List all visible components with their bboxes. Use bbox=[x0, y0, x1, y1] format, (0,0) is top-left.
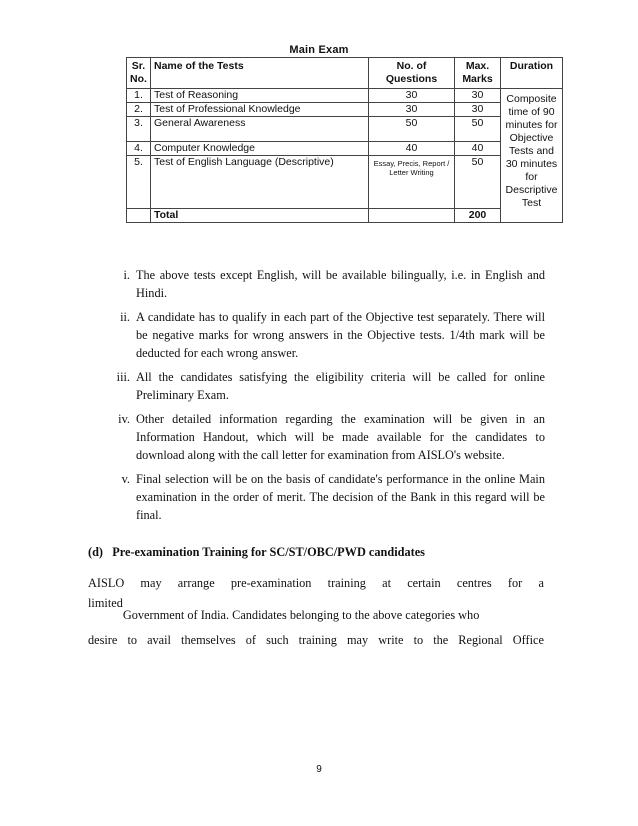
note-text: A candidate has to qualify in each part of the Objective test separately. There will be negative marks for wrong answers in the Objective tests. 1/4th mark will be deducted for each wrong answer. bbox=[136, 310, 545, 360]
row-questions: 40 bbox=[369, 142, 455, 156]
paragraph-word: at bbox=[382, 576, 391, 590]
header-sr: Sr. No. bbox=[127, 58, 151, 89]
note-number: v. bbox=[121, 472, 130, 486]
paragraph-word: pre-examination bbox=[230, 576, 312, 590]
row-marks: 30 bbox=[455, 89, 501, 103]
paragraph-word: AISLO bbox=[88, 576, 125, 590]
note-text: All the candidates satisfying the eligibility criteria will be called for online Preliminary Exam. bbox=[136, 370, 545, 402]
list-item bbox=[110, 368, 545, 404]
list-item bbox=[110, 266, 545, 302]
total-marks: 200 bbox=[455, 209, 501, 223]
header-questions: No. of Questions bbox=[369, 58, 455, 89]
section-heading: (d) Pre-examination Training for SC/ST/OBC/PWD candidates bbox=[88, 545, 425, 559]
paragraph-word: may bbox=[140, 576, 162, 590]
note-text: Other detailed information regarding the examination will be given in an Information Handout, which will be made available for the candidates to download along with the call letter for examination from AISLO's website. bbox=[136, 412, 545, 462]
paragraph-line-1 bbox=[88, 576, 544, 591]
row-questions: 30 bbox=[369, 103, 455, 117]
paragraph-line-3 bbox=[88, 633, 544, 648]
row-questions: 30 bbox=[369, 89, 455, 103]
row-name: Test of Professional Knowledge bbox=[151, 103, 369, 117]
total-label: Total bbox=[151, 209, 369, 223]
row-sr: 4. bbox=[127, 142, 151, 156]
table-row bbox=[127, 156, 563, 209]
row-marks: 30 bbox=[455, 103, 501, 117]
row-sr: 3. bbox=[127, 117, 151, 142]
note-number: iii. bbox=[116, 370, 130, 384]
paragraph-line-2 bbox=[88, 596, 544, 622]
row-questions-text: Essay, Precis, Report / Letter Writing bbox=[373, 159, 450, 177]
duration-text: Composite time of 90 minutes for Objective Tests and 30 minutes for Descriptive Test bbox=[505, 93, 558, 209]
header-marks: Max. Marks bbox=[455, 58, 501, 89]
paragraph-word: arrange bbox=[177, 576, 215, 590]
row-marks: 50 bbox=[455, 156, 501, 209]
total-sr bbox=[127, 209, 151, 223]
paragraph-word: themselves bbox=[181, 633, 236, 647]
row-questions bbox=[369, 156, 455, 209]
paragraph-word: avail bbox=[147, 633, 171, 647]
table-total-row bbox=[127, 209, 563, 223]
paragraph-word: such bbox=[266, 633, 289, 647]
table-header-row bbox=[127, 58, 563, 89]
total-questions bbox=[369, 209, 455, 223]
paragraph-word: to bbox=[413, 633, 424, 647]
note-number: iv. bbox=[118, 412, 130, 426]
list-item bbox=[110, 410, 545, 464]
paragraph-word: Office bbox=[512, 633, 544, 647]
row-name: General Awareness bbox=[151, 117, 369, 142]
row-questions: 50 bbox=[369, 117, 455, 142]
header-name: Name of the Tests bbox=[151, 58, 369, 89]
row-name: Test of English Language (Descriptive) bbox=[151, 156, 369, 209]
note-text: The above tests except English, will be available bilingually, i.e. in English and Hindi. bbox=[136, 268, 545, 300]
table-row bbox=[127, 103, 563, 117]
paragraph-word: a bbox=[538, 576, 544, 590]
paragraph-word: for bbox=[507, 576, 523, 590]
note-text: Final selection will be on the basis of candidate's performance in the online Main examination in the order of merit. The decision of the Bank in this regard will be final. bbox=[136, 472, 545, 522]
header-duration: Duration bbox=[501, 58, 563, 89]
row-sr: 1. bbox=[127, 89, 151, 103]
paragraph-word: certain bbox=[407, 576, 441, 590]
table-row bbox=[127, 117, 563, 142]
page-number: 9 bbox=[316, 764, 322, 775]
row-sr: 5. bbox=[127, 156, 151, 209]
row-sr: 2. bbox=[127, 103, 151, 117]
main-exam-table bbox=[126, 57, 563, 223]
table-row bbox=[127, 142, 563, 156]
paragraph-line-2-text: Government of India. Candidates belonging to the above categories who bbox=[122, 608, 480, 622]
row-marks: 40 bbox=[455, 142, 501, 156]
note-number: ii. bbox=[120, 310, 130, 324]
paragraph-word: may bbox=[346, 633, 369, 647]
paragraph-word: desire bbox=[88, 633, 118, 647]
list-item bbox=[110, 470, 545, 524]
paragraph-word: Regional bbox=[458, 633, 503, 647]
row-name: Computer Knowledge bbox=[151, 142, 369, 156]
duration-cell bbox=[501, 89, 563, 223]
paragraph-word: to bbox=[127, 633, 138, 647]
table-row bbox=[127, 89, 563, 103]
paragraph-word: centres bbox=[456, 576, 492, 590]
row-name: Test of Reasoning bbox=[151, 89, 369, 103]
paragraph-word: training bbox=[298, 633, 337, 647]
paragraph-word-limited: limited bbox=[88, 596, 123, 610]
paragraph-word: the bbox=[433, 633, 449, 647]
list-item bbox=[110, 308, 545, 362]
paragraph-word: of bbox=[245, 633, 256, 647]
paragraph-word: training bbox=[327, 576, 366, 590]
notes-list bbox=[110, 266, 545, 530]
table-title: Main Exam bbox=[289, 44, 349, 56]
row-marks: 50 bbox=[455, 117, 501, 142]
paragraph-word: write bbox=[378, 633, 404, 647]
note-number: i. bbox=[123, 268, 130, 282]
